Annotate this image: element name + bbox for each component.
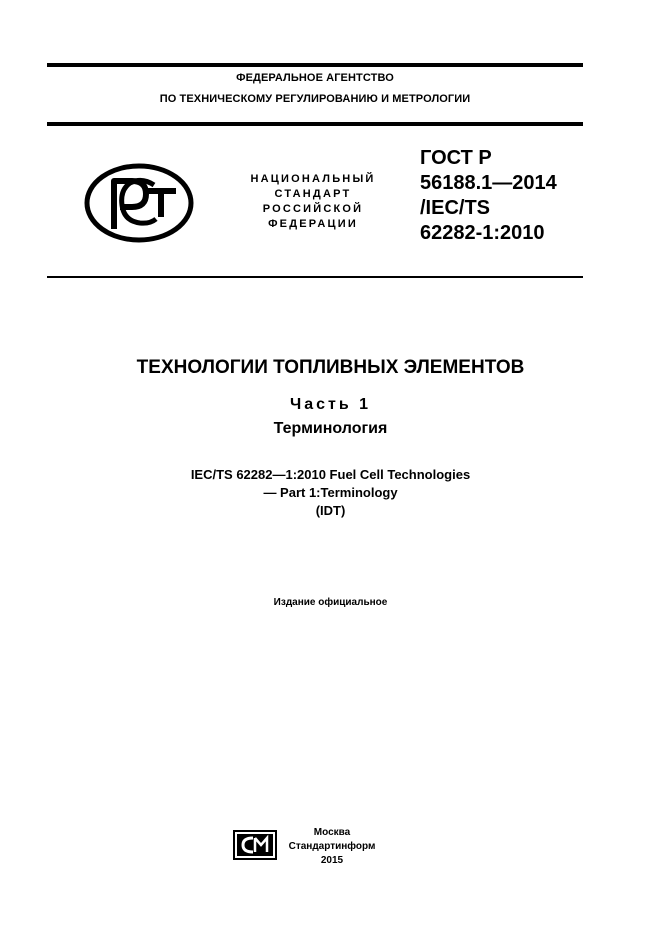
header-divider-rule [47,122,583,126]
national-standard-label [238,172,388,232]
publisher-info [282,826,382,868]
publication-year: 2015 [320,855,344,866]
national-standard-line-1: НАЦИОНАЛЬНЫЙ [250,173,376,185]
iec-reference [0,466,661,520]
standard-code [420,146,557,246]
gost-r-mark-icon [84,163,194,243]
national-standard-line-4: ФЕДЕРАЦИИ [268,218,358,230]
national-standard-line-3: РОССИЙСКОЙ [262,203,364,215]
agency-name-line-1: ФЕДЕРАЛЬНОЕ АГЕНТСТВО [236,72,394,84]
edition-label: Издание официальное [273,597,388,608]
part-number: Часть 1 [289,396,372,413]
iec-reference-line-3: (IDT) [315,503,346,518]
iec-reference-line-1: IEC/TS 62282—1:2010 Fuel Cell Technologies [190,467,471,482]
publisher-name: Стандартинформ [288,841,376,852]
publisher-city: Москва [313,827,351,838]
agency-name-line-2: ПО ТЕХНИЧЕСКОМУ РЕГУЛИРОВАНИЮ И МЕТРОЛОГИИ [159,93,471,105]
top-rule [47,63,583,67]
document-title: ТЕХНОЛОГИИ ТОПЛИВНЫХ ЭЛЕМЕНТОВ [136,357,525,378]
standard-block-bottom-rule [47,276,583,278]
standard-code-line-1: ГОСТ Р [420,147,492,169]
standard-code-line-3: /IEC/TS [420,197,491,219]
standard-code-line-2: 56188.1—2014 [420,172,557,194]
national-standard-line-2: СТАНДАРТ [274,188,352,200]
standard-code-line-4: 62282-1:2010 [420,222,545,244]
iec-reference-line-2: — Part 1:Terminology [263,485,398,500]
part-subtitle: Терминология [273,420,388,437]
standartinform-logo-icon [233,830,277,860]
